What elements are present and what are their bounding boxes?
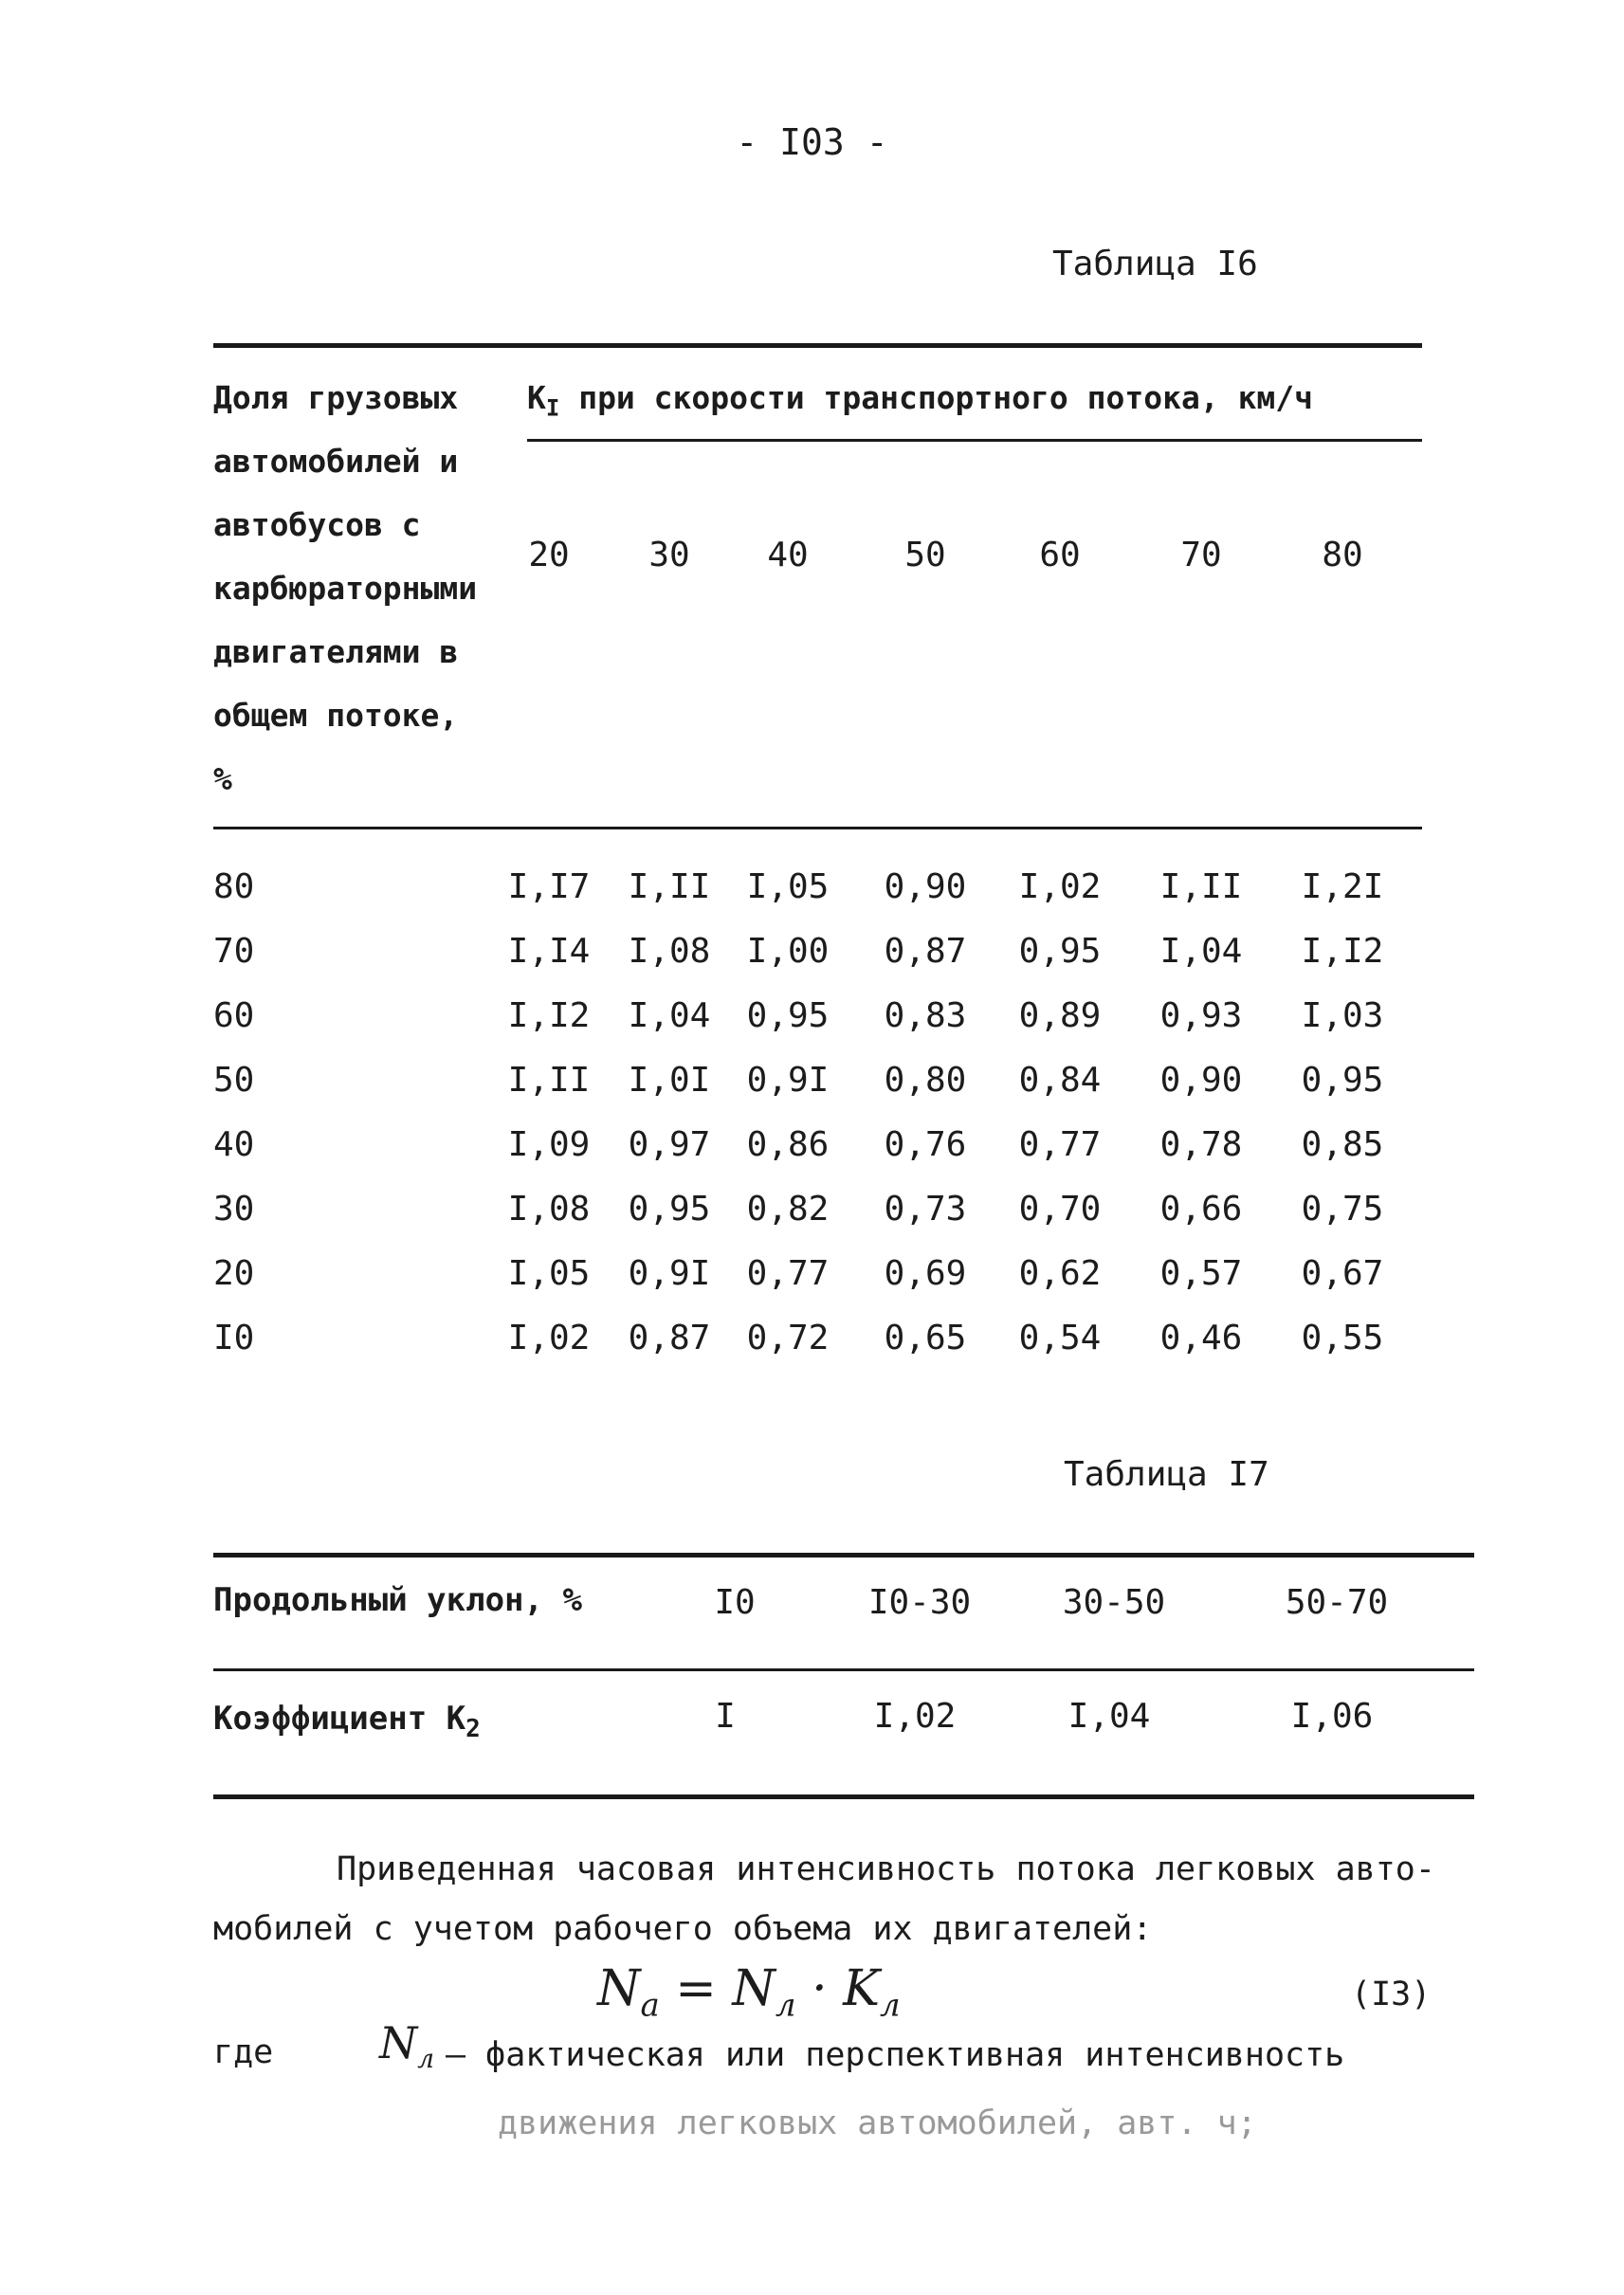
table-cell: I,II (628, 867, 711, 906)
table-cell: 0,55 (1301, 1319, 1384, 1357)
share-label: 50 (213, 1061, 255, 1100)
coef-label-subscript: 2 (465, 1714, 481, 1743)
table-cell: 0,70 (1018, 1190, 1102, 1229)
slope-label: Продольный уклон, % (213, 1581, 582, 1619)
table-cell: 0,69 (884, 1254, 967, 1293)
table-cell: 0,95 (1301, 1061, 1384, 1100)
table-cell: 0,67 (1301, 1254, 1384, 1293)
table-cell: 0,73 (884, 1190, 967, 1229)
group-header-text: при скорости транспортного потока, км/ч (559, 379, 1314, 416)
table-cell: I,00 (746, 932, 830, 971)
table-cell: 0,97 (628, 1125, 711, 1164)
formula-number: (I3) (1351, 1976, 1432, 2013)
table-cell: 0,9I (746, 1061, 830, 1100)
table-cell: 0,95 (628, 1190, 711, 1229)
formula-part: · K (795, 1960, 881, 2017)
share-label: 20 (213, 1254, 255, 1293)
formula-subscript: л (880, 1986, 901, 2025)
row-header-line: карбюраторными (213, 570, 478, 607)
table16-top-rule (213, 343, 1422, 348)
row-header-line: общем потоке, (213, 697, 459, 734)
paragraph-line-1: Приведенная часовая интенсивность потока легковых авто- (337, 1850, 1435, 1888)
table-cell: 0,57 (1159, 1254, 1243, 1293)
k1-symbol: К (527, 379, 546, 416)
table-cell: 0,83 (884, 996, 967, 1035)
table-cell: I,0I (628, 1061, 711, 1100)
table-cell: 0,72 (746, 1319, 830, 1357)
table-cell: I,05 (507, 1254, 591, 1293)
table-cell: 0,78 (1159, 1125, 1243, 1164)
table-cell: I,I2 (507, 996, 591, 1035)
table-cell: 0,46 (1159, 1319, 1243, 1357)
slope-value: I0-30 (867, 1583, 972, 1622)
coef-value: I,04 (1067, 1697, 1151, 1736)
speed-header: 30 (648, 536, 690, 574)
table-cell: 0,87 (628, 1319, 711, 1357)
table-cell: 0,65 (884, 1319, 967, 1357)
where-symbol-letter: N (379, 2017, 418, 2068)
table-cell: I,2I (1301, 867, 1384, 906)
table-cell: I,09 (507, 1125, 591, 1164)
table-cell: 0,76 (884, 1125, 967, 1164)
table-cell: I,08 (628, 932, 711, 971)
table-cell: I,I2 (1301, 932, 1384, 971)
table16-caption: Таблица I6 (1052, 245, 1258, 283)
formula-symbol: N (597, 1960, 641, 2017)
where-symbol (379, 2017, 434, 2074)
table-cell: I,02 (507, 1319, 591, 1357)
speed-header: 20 (528, 536, 570, 574)
coef-value: I,02 (873, 1697, 957, 1736)
speed-header: 50 (904, 536, 946, 574)
coef-value: I,06 (1290, 1697, 1374, 1736)
formula-subscript: a (640, 1986, 660, 2025)
table-cell: I,I4 (507, 932, 591, 971)
paragraph-line-2: мобилей с учетом рабочего объема их двигателей: (213, 1910, 1153, 1948)
formula-part: = N (659, 1960, 776, 2017)
table-cell: 0,93 (1159, 996, 1243, 1035)
slope-value: 30-50 (1062, 1583, 1166, 1622)
row-header-line: Доля грузовых (213, 379, 459, 416)
speed-header: 80 (1322, 536, 1363, 574)
table-cell: I,II (507, 1061, 591, 1100)
share-label: 30 (213, 1190, 255, 1229)
table-cell: 0,62 (1018, 1254, 1102, 1293)
table-cell: 0,95 (746, 996, 830, 1035)
where-description-2: движения легковых автомобилей, авт. ч; (498, 2104, 1257, 2142)
table-cell: I,I7 (507, 867, 591, 906)
table17-bottom-rule (213, 1794, 1474, 1799)
table-cell: I,03 (1301, 996, 1384, 1035)
coef-label (213, 1687, 481, 1761)
table-cell: 0,95 (1018, 932, 1102, 971)
table-cell: I,05 (746, 867, 830, 906)
table-cell: 0,9I (628, 1254, 711, 1293)
share-label: 60 (213, 996, 255, 1035)
speed-header: 70 (1180, 536, 1222, 574)
table-cell: 0,90 (884, 867, 967, 906)
row-header-line: автобусов с (213, 506, 421, 543)
page-number: - I03 - (736, 121, 888, 163)
speed-header: 40 (767, 536, 809, 574)
table17-top-rule (213, 1553, 1474, 1557)
formula-13 (597, 1960, 901, 2024)
table-cell: 0,77 (746, 1254, 830, 1293)
table-cell: 0,89 (1018, 996, 1102, 1035)
table-cell: 0,77 (1018, 1125, 1102, 1164)
table-cell: 0,87 (884, 932, 967, 971)
coef-label-text: Коэффициент К (213, 1700, 466, 1738)
share-label: 70 (213, 932, 255, 971)
where-word: где (213, 2033, 274, 2071)
share-label: 80 (213, 867, 255, 906)
share-label: 40 (213, 1125, 255, 1164)
table-cell: I,02 (1018, 867, 1102, 906)
row-header-line: автомобилей и (213, 443, 459, 480)
where-symbol-subscript: л (417, 2043, 435, 2075)
slope-value: 50-70 (1285, 1583, 1389, 1622)
table-cell: 0,66 (1159, 1190, 1243, 1229)
table16-header-rule (213, 827, 1422, 829)
table16-row-header (213, 366, 507, 811)
table-cell: 0,85 (1301, 1125, 1384, 1164)
table-cell: 0,80 (884, 1061, 967, 1100)
table-cell: I,04 (628, 996, 711, 1035)
table-cell: 0,54 (1018, 1319, 1102, 1357)
table17-mid-rule (213, 1668, 1474, 1671)
formula-subscript: л (775, 1986, 796, 2025)
table-cell: I,II (1159, 867, 1243, 906)
where-description-1: – фактическая или перспективная интенсивность (446, 2036, 1345, 2074)
table-cell: 0,84 (1018, 1061, 1102, 1100)
table-cell: 0,75 (1301, 1190, 1384, 1229)
k1-subscript: I (545, 394, 560, 422)
table-cell: 0,86 (746, 1125, 830, 1164)
table-cell: 0,82 (746, 1190, 830, 1229)
row-header-line: % (213, 760, 232, 797)
coef-value: I (715, 1697, 736, 1736)
table-cell: I,08 (507, 1190, 591, 1229)
table-cell: I,04 (1159, 932, 1243, 971)
table16-group-header (527, 366, 1313, 441)
slope-value: I0 (714, 1583, 756, 1622)
table17-caption: Таблица I7 (1064, 1455, 1269, 1494)
table-cell: 0,90 (1159, 1061, 1243, 1100)
row-header-line: двигателями в (213, 633, 459, 670)
speed-header: 60 (1039, 536, 1081, 574)
table16-speed-rule (527, 439, 1422, 442)
share-label: I0 (213, 1319, 255, 1357)
